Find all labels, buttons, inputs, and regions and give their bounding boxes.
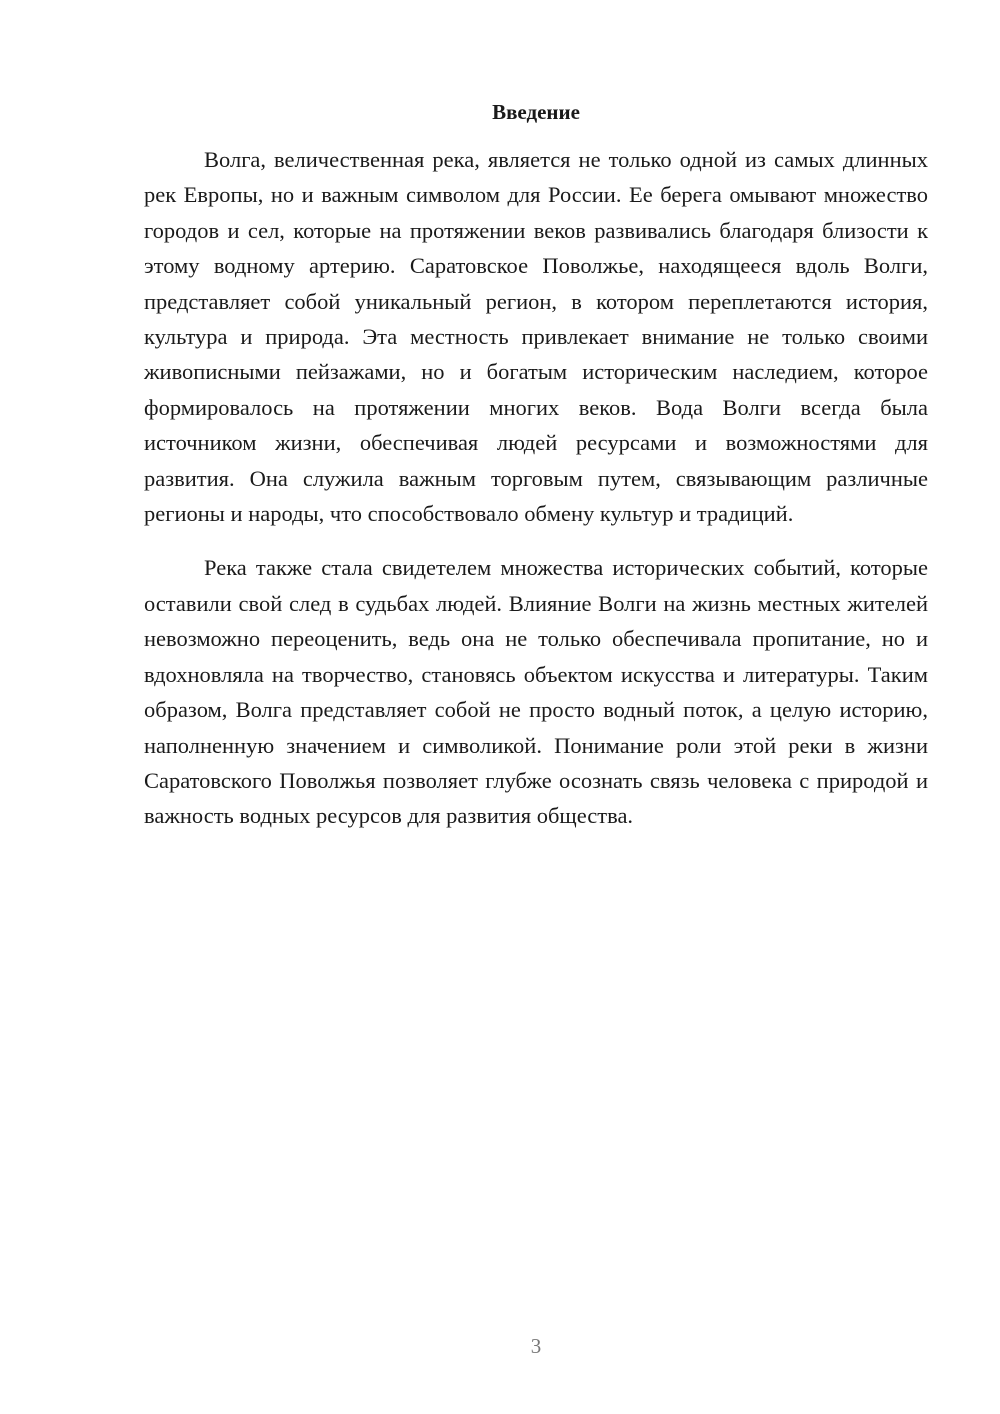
- page-number: 3: [530, 1334, 542, 1358]
- body-text: [144, 142, 928, 853]
- section-heading: Введение: [492, 100, 580, 124]
- paragraph-2: Река также стала свидетелем множества исторических событий, которые оставили свой след в судьбах людей. Влияние Волги на жизнь местных жителей невозможно переоценить, ведь она не только обеспечивала пропитание, но и вдохновляла на творчество, становясь объектом искусства и литературы. Таким образом, Волга представляет собой не просто водный поток, а целую историю, наполненную значением и символикой. Понимание роли этой реки в жизни Саратовского Поволжья позволяет глубже осознать связь человека с природой и важность водных ресурсов для развития общества.: [144, 555, 928, 829]
- paragraph-1: Волга, величественная река, является не только одной из самых длинных рек Европы, но и важным символом для России. Ее берега омывают множество городов и сел, которые на протяжении веков развивались благодаря близости к этому водному артерию. Саратовское Поволжье, находящееся вдоль Волги, представляет собой уникальный регион, в котором переплетаются история, культура и природа. Эта местность привлекает внимание не только своими живописными пейзажами, но и богатым историческим наследием, которое формировалось на протяжении многих веков. Вода Волги всегда была источником жизни, обеспечивая людей ресурсами и возможностями для развития. Она служила важным торговым путем, связывающим различные регионы и народы, что способствовало обмену культур и традиций.: [144, 147, 928, 527]
